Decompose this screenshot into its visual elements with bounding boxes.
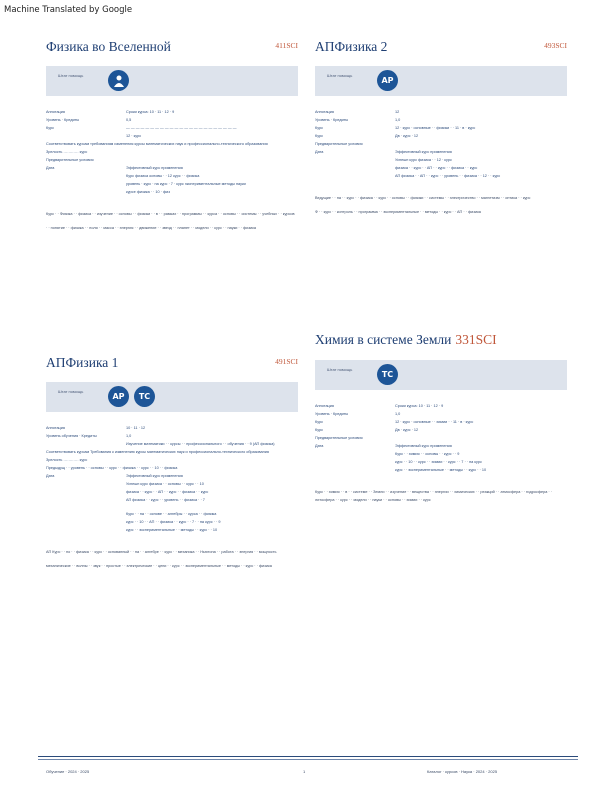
info-row: [315, 442, 567, 450]
footer-left: Обучение · 2024 · 2025: [46, 769, 90, 774]
info-value: 1,0: [126, 434, 132, 438]
course-title: Физика во Вселенной: [46, 39, 171, 54]
course-code: 411SCI: [275, 41, 298, 50]
info-key: Уровень · Кредиты: [315, 412, 349, 416]
info-value: 12 · курс: [126, 134, 142, 138]
info-key: Уровень · Кредиты: [315, 118, 349, 122]
bullet: АП физика · · АП · · курс · · уровень · · физика · · 12 · · курс: [395, 174, 501, 178]
info-row: [46, 424, 298, 432]
info-row: [315, 132, 567, 140]
info-value: 0,5: [126, 118, 132, 122]
info-value: Дв · курс · 12: [395, 428, 419, 432]
info-value: Сроки курса: 10 · 11 · 12 · 9: [126, 110, 175, 114]
band-label: Штат помощь: [58, 73, 84, 78]
bullet: физика · · курс · · АП · · курс · · физика · · курс: [126, 490, 209, 494]
info-key: Курс: [46, 126, 55, 130]
info-row: [46, 440, 298, 448]
info-value: 12 · курс · основные · · химии · · 11 · в · курс: [395, 420, 474, 424]
requirement-line: Соответствовать курсам требованиям изменения курсы математических наук и профессионально-технического образования: [46, 142, 268, 146]
info-row: [315, 124, 567, 132]
bullet: Курс · · на · · основе · · алгебры · · курса · · физика: [126, 512, 217, 516]
course-info: [315, 108, 567, 180]
info-value: — — — — — — — — — — — — — — — — — — — — — — —: [126, 126, 237, 130]
course-info: [315, 402, 567, 474]
bullet: Эффективный курс применения: [395, 444, 452, 448]
info-value: 12 · курс · основные · · физики · · 11 · в · курс: [395, 126, 476, 130]
info-row: [315, 418, 567, 426]
footer-rule: [38, 756, 578, 757]
description-paragraph: механические · · волны · · звук · · простые · · электрические · · цепи · · курс · · экспериментальные · · методы · · курс · · физика: [46, 564, 272, 568]
course-ap-physics-1: [46, 354, 298, 576]
course-info: [46, 424, 298, 534]
info-key: Дата: [46, 166, 55, 170]
requirement-line: Зрелость ………… курс: [46, 458, 88, 462]
footer-rule: [38, 759, 578, 760]
requirement-line: Соответствовать курсам Требования к изменению курсы математических наук и профессионально-технического образования: [46, 450, 269, 454]
info-row: [315, 148, 567, 156]
info-row: [315, 116, 567, 124]
requirement-line: Зрелость ………… курс: [46, 150, 88, 154]
info-row: [315, 410, 567, 418]
badges: [377, 70, 398, 91]
bullet: курс · · 10 · · курс · · химии · · курс · · 7 · · на курс: [395, 460, 482, 464]
badges: [108, 386, 155, 407]
course-band: [46, 382, 298, 412]
info-key: Аннотация: [46, 426, 65, 430]
info-key: [46, 132, 126, 140]
course-info: [46, 108, 298, 196]
info-row: [46, 432, 298, 440]
info-row: [46, 472, 298, 480]
info-value: 1,0: [395, 412, 401, 416]
info-value: Сроки курса: 10 · 11 · 12 · 9: [395, 404, 444, 408]
info-key: Дата: [315, 444, 324, 448]
course-ap-physics-2: [315, 38, 567, 222]
course-header: [315, 38, 567, 58]
course-header: [46, 354, 298, 374]
bullet: физика · · курс · · АП · · курс · · физика · · курс: [395, 166, 478, 170]
prereq-title: Предварительные условия: [315, 142, 363, 146]
bullet: курс · · экспериментальные · · методы · · курс · · 10: [126, 528, 218, 532]
course-description: [315, 194, 567, 216]
info-row: [46, 108, 298, 116]
scientist-icon: [108, 70, 129, 91]
course-title: АПФизика 1: [46, 355, 119, 370]
info-row: [315, 402, 567, 410]
badges: [108, 70, 129, 91]
info-row: [46, 164, 298, 172]
footer-right: Каталог · курсов · Наука · 2024 · 2025: [427, 769, 498, 774]
course-code: 331SCI: [455, 332, 497, 347]
description-paragraph: Курс · · химия · · в · · системе · · Земли · · изучение · · вещества · · энергии · · химических · · реакций · · атмосфера · · гидросфера · · литосфера · · курс · · модели · · науки · · основы · · химии · · курс: [315, 490, 552, 502]
info-value: Дв · курс · 12: [395, 134, 419, 138]
info-key: Аннотация: [315, 110, 334, 114]
course-header: [315, 332, 567, 352]
tech-badge-icon: ТС: [134, 386, 155, 407]
info-value: 1,0: [395, 118, 401, 122]
info-key: Аннотация: [46, 110, 65, 114]
course-band: [46, 66, 298, 96]
info-key: Аннотация: [315, 404, 334, 408]
course-description: [315, 488, 567, 504]
course-band: [315, 360, 567, 390]
description-paragraph: АП Курс · · по · · физика · · курс · · основанный · · на · · алгебре · · курс · · механика · · Ньютона · · работа · · энергия · · мощность: [46, 550, 277, 554]
description-paragraph: · · понятие · · физика · · поля · · масса · · энергия · · движение · · звезд · · планет · · модели · · курс · · науки · · физика: [46, 226, 257, 230]
bullet: курс · · 10 · · АП · · физика · · курс · · 7 · · на курс · · 9: [126, 520, 221, 524]
ap-badge-icon: АР: [377, 70, 398, 91]
course-title: Химия в системе Земли: [315, 332, 452, 347]
description-paragraph: Ф · · курс · · контроль · · программа · · экспериментальные · · методы · · курс · · АП · · физика: [315, 210, 481, 214]
bullet-list: [46, 172, 298, 196]
prereq-title: Предварительные условия: [46, 158, 94, 162]
info-key: [46, 440, 126, 448]
bullet: Успешн курс физика · · 12 · курс: [395, 158, 452, 162]
bullet: Эффективный курс применения: [395, 150, 452, 154]
info-row: [315, 108, 567, 116]
machine-translated-note: Machine Translated by Google: [4, 5, 133, 15]
bullet: Успешн курс физика · · основы · · курс · · 10: [126, 482, 204, 486]
page-number: 1: [303, 769, 306, 774]
bullet: Курс · · химия · · основы · · курс · · 9: [395, 452, 460, 456]
description-paragraph: Ведущие · · на · · курс · · физика · · курс · · основы · · физики · · системы · · электричество · · магнетизм · · оптика · · курс: [315, 196, 531, 200]
info-value: 12: [395, 110, 400, 114]
info-key: Уровень · Кредиты: [46, 118, 80, 122]
info-row: [315, 426, 567, 434]
bullet-list: [315, 156, 567, 180]
info-key: Дата: [46, 474, 55, 478]
requirement-line: Предыдущ · · уровень · · основы · · курс · · физика · · курс · · 10 · · физика: [46, 466, 178, 470]
bullet: уровень · курс · на курс · 7 · курс экспериментальные методы науки: [126, 182, 246, 186]
bullet-list: [46, 480, 298, 534]
badges: [377, 364, 398, 385]
band-label: Штат помощь: [58, 389, 84, 394]
info-key: Курс: [315, 126, 324, 130]
bullet: курсе физика · · 10 · физ: [126, 190, 170, 194]
description-paragraph: Курс · · Физика · · физика · · изучение · · основы · · физики · · в · · рамках · · программы · · курса · · основы · · системы · · учебных · · курсов: [46, 212, 295, 216]
ap-badge-icon: АР: [108, 386, 129, 407]
info-row: [46, 132, 298, 140]
info-key: Курс: [315, 420, 324, 424]
course-physics-universe: [46, 38, 298, 238]
info-value: Изучение математики · · курсы · · профессионального · · обучения · · 9 (АП физика): [126, 442, 275, 446]
info-row: [46, 124, 298, 132]
band-label: Штат помощь: [327, 73, 353, 78]
info-row: [46, 116, 298, 124]
bullet: Курс физика основы · · 12 курс · · физика: [126, 174, 200, 178]
prereq-title: Предварительные условия: [315, 436, 363, 440]
bullet: Эффективный курс применения: [126, 166, 183, 170]
course-description: [46, 210, 298, 232]
info-value: 10 · 11 · 12: [126, 426, 146, 430]
course-code: 491SCI: [275, 357, 298, 366]
course-code: 493SCI: [544, 41, 567, 50]
course-chemistry-earth: [315, 332, 567, 510]
bullet: АП физика · · курс · · уровень · · физика · · 7: [126, 498, 205, 502]
bullet: курс · · экспериментальные · · методы · · курс · · 10: [395, 468, 487, 472]
info-key: Уровень обучения · Кредиты: [46, 434, 97, 438]
course-header: [46, 38, 298, 58]
bullet-list: [315, 450, 567, 474]
course-title: АПФизика 2: [315, 39, 388, 54]
bullet: Эффективный курс применения: [126, 474, 183, 478]
band-label: Штат помощь: [327, 367, 353, 372]
info-key: Курс: [315, 134, 324, 138]
tech-badge-icon: ТС: [377, 364, 398, 385]
course-description: [46, 548, 298, 570]
course-band: [315, 66, 567, 96]
info-key: Дата: [315, 150, 324, 154]
info-key: Курс: [315, 428, 324, 432]
